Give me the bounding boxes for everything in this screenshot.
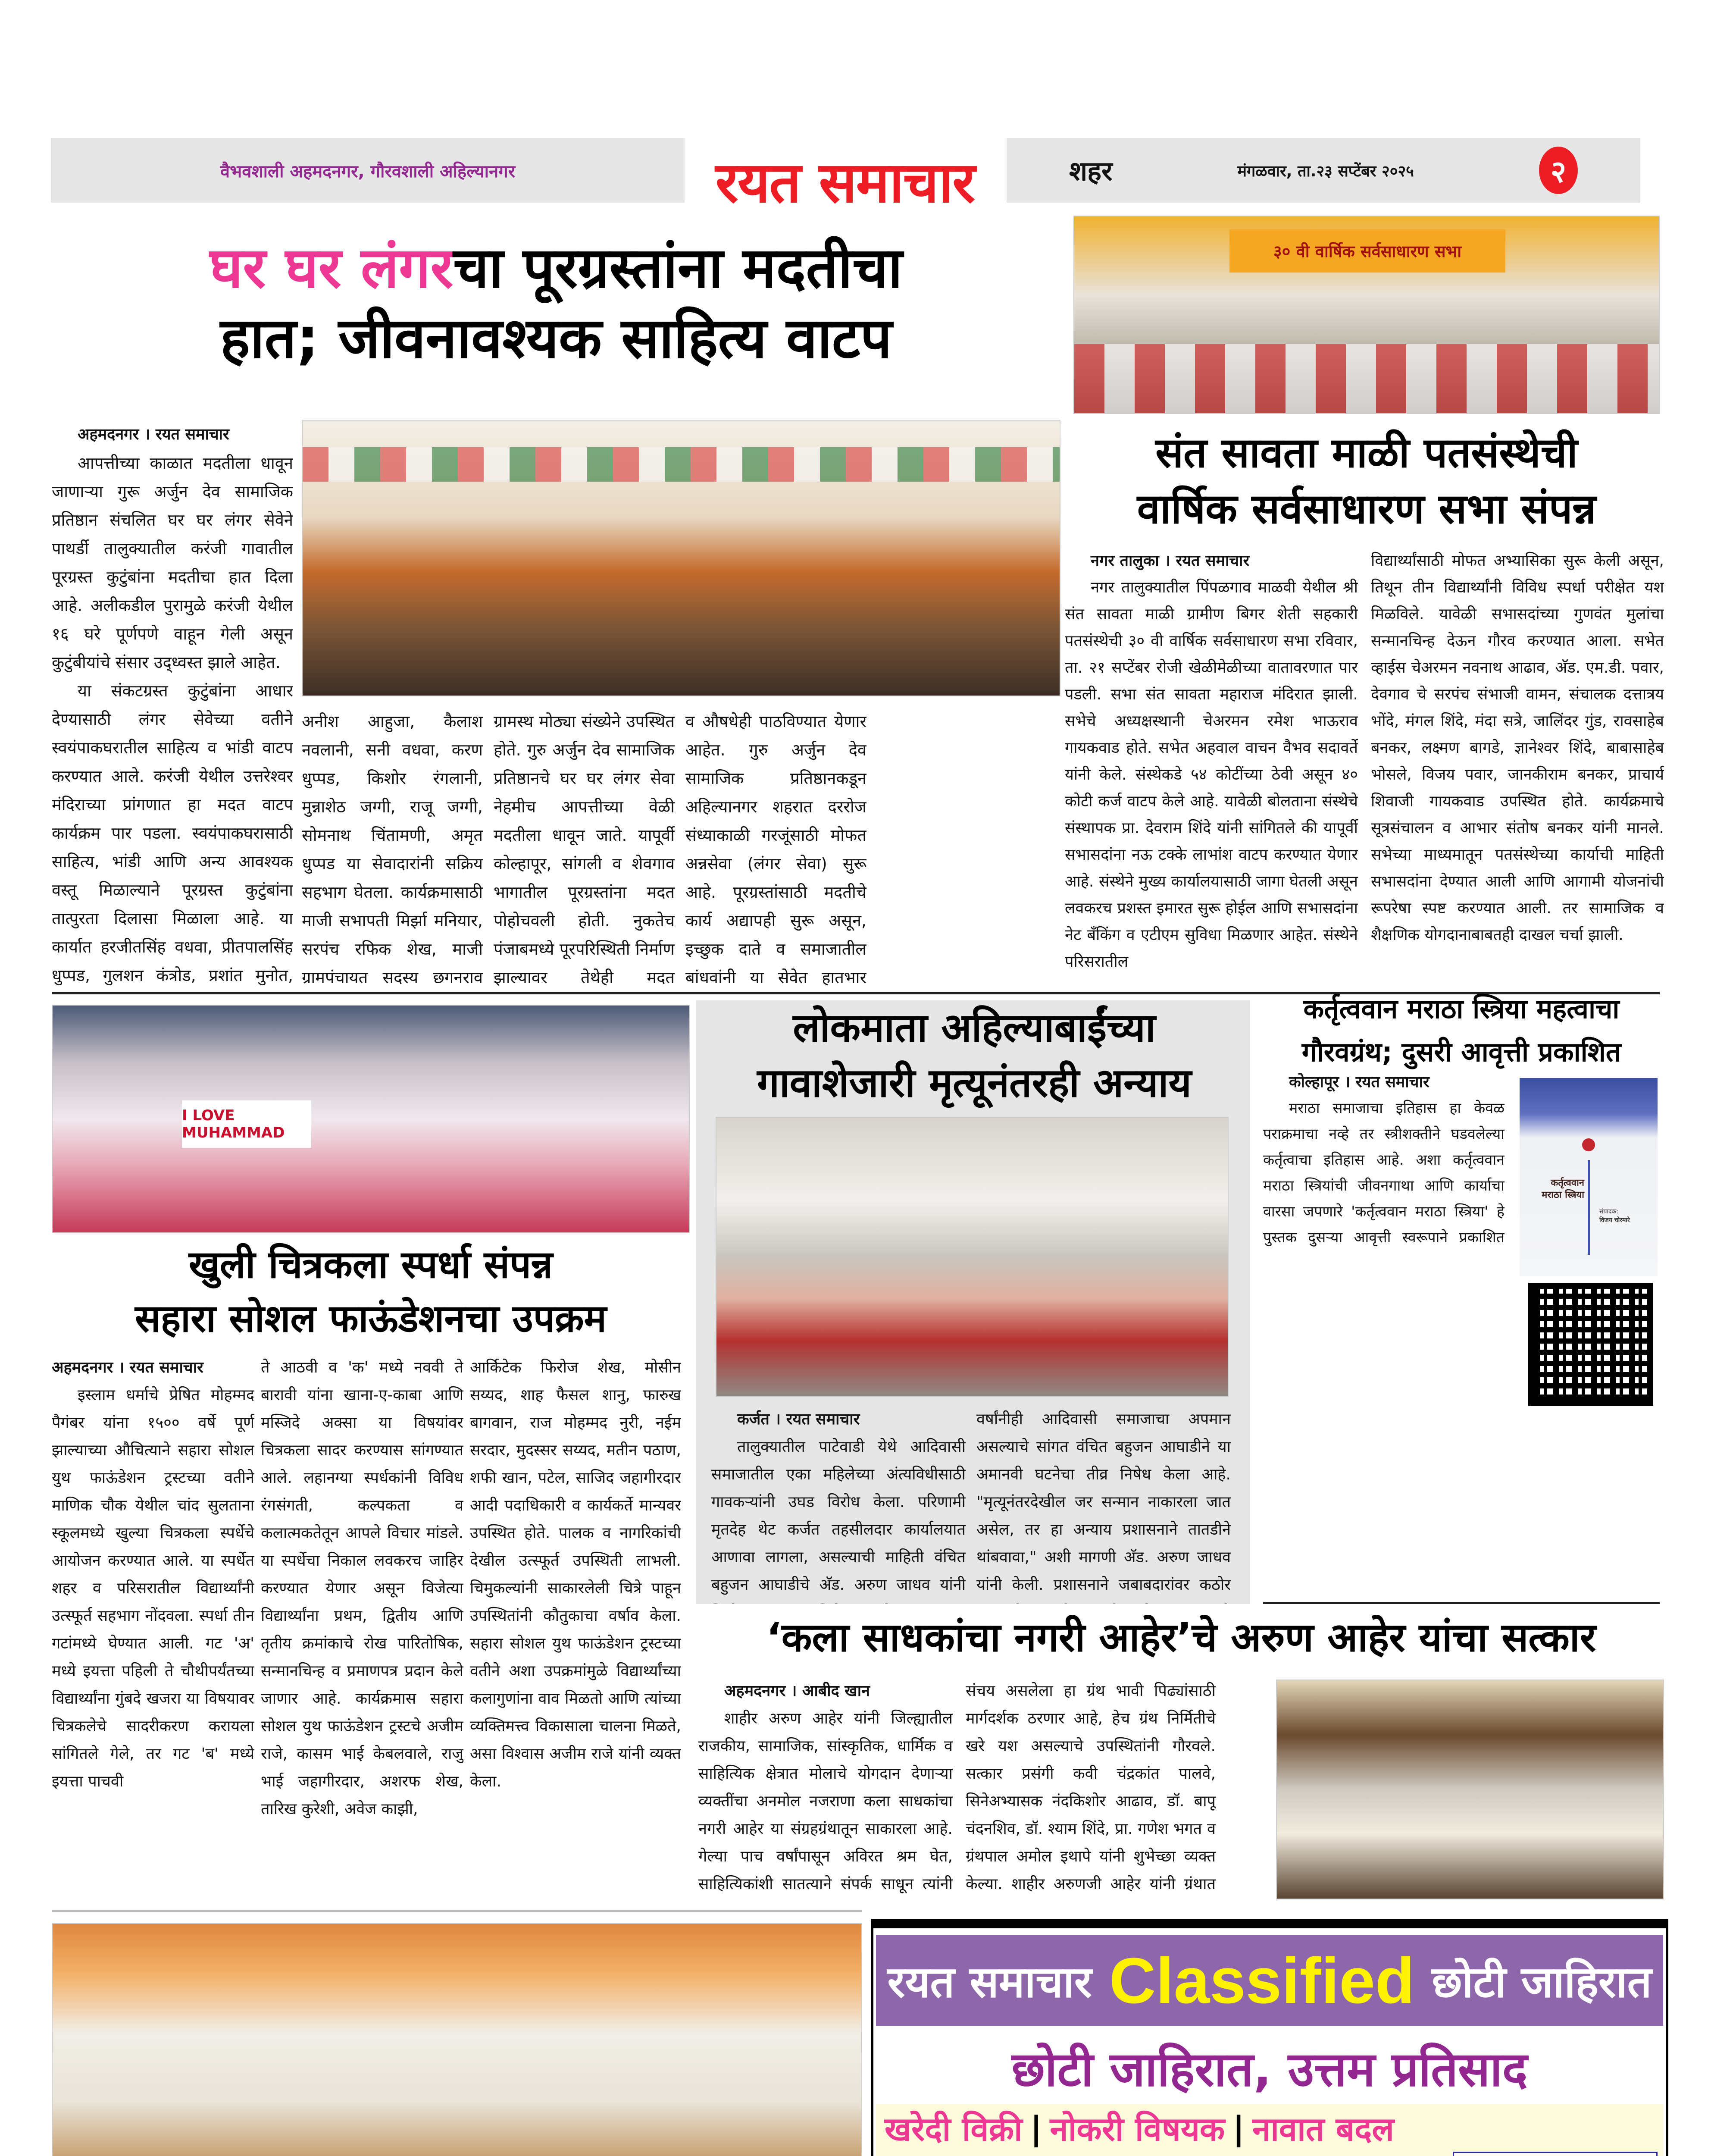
sant-savta-column-2 [1371, 548, 1664, 983]
drawing-dateline: अहमदनगर । रयत समाचार [52, 1359, 203, 1376]
sant-savta-dateline: नगर तालुका । रयत समाचार [1091, 552, 1250, 570]
sant-savta-paragraph: विद्यार्थ्यांसाठी मोफत अभ्यासिका सुरू केली असून, तिथून तीन विद्यार्थ्यांनी विविध स्पर्धा परीक्षेत यश मिळविले. यावेळी सभासदांच्या गुणवंत मुलांचा सन्मानचिन्ह देऊन गौरव करण्यात आला. सभेत व्हाईस चेअरमन नवनाथ आढाव, अ‍ॅड. एम.डी. पवार, देवगाव चे सरपंच संभाजी वामन, संचालक दत्तात्रय भोंदे, मंगल शिंदे, मंदा सत्रे, जालिंदर गुंड, रावसाहेब बनकर, लक्ष्मण बागडे, ज्ञानेश्वर शिंदे, बाबासाहेब भोसले, विजय पवार, जानकीराम बनकर, प्राचार्य शिवाजी गायकवाड उपस्थित होते. कार्यक्रमाचे सूत्रसंचालन व आभार संतोष बनकर यांनी मानले. सभेच्या माध्यमातून पतसंस्थेच्या कार्याची माहिती सभासदांना देण्यात आली आणि आगामी योजनांची रूपरेषा स्पष्ट करण्यात आली. तर सामाजिक व शैक्षणिक योगदानाबाबतही दाखल चर्चा झाली. [1371, 552, 1664, 944]
langar-column-2 [302, 707, 483, 987]
kala-sadhak-column-2 [966, 1677, 1216, 1902]
stage-tablecloth [1074, 344, 1659, 413]
book-column-top [1263, 1069, 1505, 1250]
book-headline-line2: गौरवग्रंथ; दुसरी आवृत्ती प्रकाशित [1301, 1036, 1621, 1068]
book-headline-line1: कर्तृत्ववान मराठा स्त्रिया महत्वाचा [1303, 993, 1620, 1025]
langar-headline [52, 233, 1060, 373]
cover-editor-label: संपादक: [1599, 1208, 1618, 1215]
ahilya-headline-line2: गावाशेजारी मृत्यूनंतरही अन्याय [757, 1060, 1192, 1106]
kala-sadhak-felicitation-photo [1276, 1680, 1664, 1899]
page-number-badge: २ [1539, 147, 1578, 194]
qr-code[interactable] [1528, 1283, 1653, 1406]
langar-group-photo [302, 420, 1060, 696]
drawing-column-3 [470, 1354, 681, 1889]
book-paragraph: मराठा समाजाचा इतिहास हा केवळ पराक्रमाचा नव्हे तर स्त्रीशक्तीने घडवलेल्या कर्तृत्वाचा इतिहास आहे. अशा कर्तृत्ववान मराठा स्त्रियांची जीवनगाथा आणि कार्याचा वारसा जपणारे 'कर्तृत्ववान मराठा स्त्रिया' हे पुस्तक दुसऱ्या आवृत्ती स्वरूपाने प्रकाशित [1263, 1100, 1505, 1246]
classified-banner-english: Classified [1109, 1944, 1415, 2017]
drawing-column-1 [52, 1354, 254, 1889]
ahilya-paragraph: वर्षांनीही आदिवासी समाजाचा अपमान असल्याचे सांगत वंचित बहुजन आघाडीने या अमानवी घटनेचा तीव्र निषेध केला आहे. "मृत्यूनंतरदेखील जर सन्मान नाकारला जात असेल, तर हा अन्याय प्रशासनाने तातडीने थांबवावा," अशी मागणी अ‍ॅड. अरुण जाधव यांनी केली. प्रशासनाने जबाबदारांवर कठोर [976, 1410, 1231, 1594]
sant-savta-meeting-photo [1073, 216, 1660, 414]
newspaper-logo: रयत समाचार [715, 150, 975, 215]
drawing-headline-line1: खुली चित्रकला स्पर्धा संपन्न [188, 1242, 553, 1287]
kala-sadhak-dateline: अहमदनगर । आबीद खान [724, 1682, 870, 1700]
photo-banner [303, 447, 1060, 482]
drawing-column-2 [261, 1354, 463, 1889]
classified-banner-left: रयत समाचार [887, 1957, 1092, 2007]
ahilya-headline [698, 1000, 1250, 1111]
drawing-headline-line2: सहारा सोशल फाऊंडेशनचा उपक्रम [135, 1296, 607, 1341]
meeting-banner: ३० वी वार्षिक सर्वसाधारण सभा [1229, 229, 1505, 273]
book-column-middle [1263, 1250, 1505, 1414]
langar-column-4 [685, 707, 866, 987]
category-separator: | [1030, 2109, 1042, 2147]
ahilya-headline-line1: लोकमाता अहिल्याबाईंच्या [793, 1005, 1156, 1051]
category-birthday[interactable] [1097, 2153, 1208, 2156]
langar-dateline: अहमदनगर । रयत समाचार [78, 426, 229, 443]
book-cover-title [1528, 1177, 1584, 1201]
classified-subtitle: छोटी जाहिरात, उत्तम प्रतिसाद [1011, 2042, 1528, 2097]
cover-title-line2: मराठा स्त्रिया [1542, 1190, 1584, 1200]
category-buy-sell[interactable]: खरेदी विक्री [885, 2109, 1023, 2148]
cover-title-line1: कर्तृत्ववान [1551, 1178, 1584, 1188]
classified-categories [876, 2104, 1663, 2156]
section-name: शहर [1069, 155, 1113, 187]
sant-savta-headline-line1: संत सावता माळी पतसंस्थेची [1155, 429, 1578, 477]
charmakar-award-photo [52, 1923, 862, 2156]
kala-sadhak-paragraph: संचय असलेला हा ग्रंथ भावी पिढ्यांसाठी मार्गदर्शक ठरणार आहे, हेच ग्रंथ निर्मितीचे खरे यश असल्याचे उपस्थितांनी गौरवले. सत्कार प्रसंगी कवी चंद्रकांत पालवे, सिनेअभ्यासक नंदकिशोर आढाव, डॉ. बापू चंदनशिव, डॉ. श्याम शिंदे, प्रा. गणेश भगत व ग्रंथपाल अमोल इथापे यांनी शुभेच्छा व्यक्त केल्या. शाहीर अरुणजी आहेर यांनी ग्रंथात [966, 1682, 1216, 1893]
kala-sadhak-headline: ‘कला साधकांचा नगरी आहेर’चे अरुण आहेर यांचा सत्कार [766, 1614, 1596, 1661]
category-separator: | [1232, 2109, 1245, 2147]
langar-column-3 [494, 707, 675, 987]
langar-headline-highlight: घर घर लंगर [210, 235, 454, 301]
sant-savta-paragraph: नगर तालुक्यातील पिंपळगाव माळवी येथील श्री संत सावता माळी ग्रामीण बिगर शेती सहकारी पतसंस्थेची ३० वी वार्षिक सर्वसाधारण सभा रविवार, ता. २१ सप्टेंबर रोजी खेळीमेळीच्या वातावरणात पार पडली. सभा संत सावता महाराज मंदिरात झाली. सभेचे अध्यक्षस्थानी चेअरमन रमेश भाऊराव गायकवाड होते. सभेत अहवाल वाचन वैभव सदावर्ते यांनी केले. संस्थेकडे ५४ कोटींच्या ठेवी असून ४० कोटी कर्ज वाटप केले आहे. यावेळी बोलताना संस्थेचे संस्थापक प्रा. देवराम शिंदे यांनी सांगितले की यापूर्वी सभासदांना नऊ टक्के लाभांश वाटप करण्यात येणार आहे. संस्थेने मुख्य कार्यालयासाठी जागा घेतली असून लवकरच प्रशस्त इमारत सुरू होईल आणि सभासदांना नेट बँकिंग व एटीएम सुविधा मिळणार आहेत. संस्थेने परिसरातील [1065, 579, 1358, 971]
bindi-icon [1582, 1138, 1595, 1151]
ahilya-dateline: कर्जत । रयत समाचार [737, 1410, 860, 1428]
love-muhammad-sign: I LOVE MUHAMMAD [182, 1100, 311, 1148]
langar-paragraph: ग्रामस्थ मोठ्या संख्येने उपस्थित होते. गुरु अर्जुन देव सामाजिक प्रतिष्ठानचे घर घर लंगर सेवा नेहमीच आपत्तीच्या वेळी मदतीला धावून जाते. यापूर्वी कोल्हापूर, सांगली व शेवगाव भागातील पूरग्रस्तांना मदत पोहोचवली होती. नुकतेच पंजाबमध्ये पूरपरिस्थिती निर्माण झाल्यावर तेथेही मदत [494, 712, 675, 987]
drawing-competition-photo [52, 1005, 690, 1233]
category-jobs[interactable]: नोकरी विषयक [1050, 2109, 1225, 2148]
kala-sadhak-column-1 [698, 1677, 953, 1902]
issue-date: मंगळवार, ता.२३ सप्टेंबर २०२५ [1237, 162, 1414, 180]
book-headline [1263, 987, 1660, 1074]
cover-editor-name: विजय चोरमारे [1599, 1217, 1630, 1224]
langar-paragraph: अनीश आहुजा, कैलाश नवलानी, सनी वधवा, करण धुप्पड, किशोर रंगलानी, मुन्नाशेठ जग्गी, राजू जग्गी, सोमनाथ चिंतामणी, अमृत धुप्पड या सेवादारांनी सक्रिय सहभाग घेतला. कार्यक्रमासाठी माजी सभापती मिर्झा मनियार, सरपंच रफिक शेख, माजी ग्रामपंचायत सदस्य छगनराव [302, 712, 483, 987]
langar-headline-line2: हात; जीवनावश्यक साहित्य वाटप [220, 305, 892, 371]
hotel-rent-ad [1453, 2152, 1658, 2156]
category-marriage[interactable] [1236, 2153, 1408, 2156]
category-health[interactable] [885, 2153, 1070, 2156]
kala-sadhak-paragraph: शाहीर अरुण आहेर यांनी जिल्ह्यातील राजकीय, सामाजिक, सांस्कृतिक, धार्मिक व साहित्यिक क्षेत्रात मोलाचे योगदान देणाऱ्या व्यक्तींचा अनमोल नजराणा कला साधकांचा नगरी आहेर या संग्रहग्रंथातून साकारला आहे. गेल्या पाच वर्षांपासून अविरत श्रम घेत, साहित्यिकांशी सातत्याने संपर्क साधून त्यांनी [698, 1710, 953, 1893]
masthead-tagline-box [51, 138, 685, 203]
ahilya-protest-photo [716, 1117, 1229, 1397]
ahilya-paragraph: तालुक्यातील पाटेवाडी येथे आदिवासी समाजातील एका महिलेच्या अंत्यविधीसाठी गावकऱ्यांनी उघड विरोध केला. परिणामी मृतदेह थेट कर्जत तहसीलदार कार्यालयात आणावा लागला, असल्याची माहिती वंचित बहुजन आघाडीचे अ‍ॅड. अरुण जाधव यांनी [711, 1438, 966, 1594]
langar-headline-line1: चा पूरग्रस्तांना मदतीचा [453, 235, 903, 301]
book-cover-editor [1599, 1207, 1630, 1225]
section-divider [52, 1910, 862, 1912]
sant-savta-column-1 [1065, 548, 1358, 983]
classified-banner [876, 1935, 1663, 2026]
sant-savta-headline [1065, 425, 1668, 537]
langar-paragraph: आपत्तीच्या काळात मदतीला धावून जाणाऱ्या गुरू अर्जुन देव सामाजिक प्रतिष्ठान संचलित घर घर लंगर सेवेने पाथर्डी तालुक्यातील करंजी गावातील पूरग्रस्त कुटुंबांना मदतीचा हात दिला आहे. अलीकडील पुरामुळे करंजी येथील १६ घरे पूर्णपणे वाहून गेली असून कुटुंबीयांचे संसार उद्ध्वस्त झाले आहेत. [52, 454, 293, 672]
masthead-tagline: वैभवशाली अहमदनगर, गौरवशाली अहिल्यानगर [220, 161, 516, 182]
book-dateline: कोल्हापूर । रयत समाचार [1289, 1073, 1429, 1091]
drawing-paragraph: ते आठवी व 'क' मध्ये नववी ते बारावी यांना खाना-ए-काबा आणि मस्जिदे अक्सा या विषयांवर चित्रकला सादर करण्यास सांगण्यात आले. लहानग्या स्पर्धकांनी विविध रंगसंगती, कल्पकता व कलात्मकतेतून आपले विचार मांडले. या स्पर्धेचा निकाल लवकरच जाहिर करण्यात येणार असून विजेत्या विद्यार्थ्यांना प्रथम, द्वितीय आणि तृतीय क्रमांकाचे रोख पारितोषिक, सन्मानचिन्ह व प्रमाणपत्र प्रदान केले जाणार आहे. कार्यक्रमास सहारा सोशल युथ फाऊंडेशन ट्रस्टचे अजीम राजे, कासम भाई केबलवाले, राजु भाई जहागीरदार, अशरफ शेख, तारिख कुरेशी, अवेज काझी, [261, 1359, 463, 1818]
category-name-change[interactable]: नावात बदल [1252, 2109, 1394, 2148]
drawing-paragraph: आर्किटेक फिरोज शेख, मोसीन सय्यद, शाह फैसल शानु, फारुख बागवान, राज मोहम्मद नुरी, नईम सरदार, मुदस्सर सय्यद, मतीन पठाण, शफी खान, पटेल, साजिद जहागीरदार आदी पदाधिकारी व कार्यकर्ते मान्यवर उपस्थित होते. पालक व नागरिकांची देखील उत्स्फूर्त उपस्थिती लाभली. चिमुकल्यांनी साकारलेली चित्रे पाहून उपस्थितांनी कौतुकाचा वर्षाव केला. सहारा सोशल युथ फाऊंडेशन ट्रस्टच्या वतीने अशा उपक्रमांमुळे विद्यार्थ्यांच्या कलागुणांना वाव मिळतो आणि त्यांच्या व्यक्तिमत्त्व विकासाला चालना मिळते, असा विश्वास अजीम राजे यांनी व्यक्त केला. [470, 1359, 681, 1790]
langar-paragraph: व औषधेही पाठविण्यात येणार आहेत. गुरु अर्जुन देव सामाजिक प्रतिष्ठानकडून अहिल्यानगर शहरात दररोज संध्याकाळी गरजूंसाठी मोफत अन्नसेवा (लंगर सेवा) सुरू आहे. पूरग्रस्तांसाठी मदतीचे कार्य अद्यापही सुरू असून, इच्छुक दाते व समाजातील बांधवांनी या सेवेत हातभार [685, 712, 866, 987]
masthead-info-box [1007, 138, 1640, 203]
classified-banner-right: छोटी जाहिरात [1432, 1957, 1652, 2007]
sword-icon [1588, 1160, 1590, 1255]
drawing-headline [52, 1238, 690, 1345]
section-divider [1263, 1602, 1660, 1604]
ahilya-column-2 [976, 1406, 1231, 1604]
langar-paragraph: या संकटग्रस्त कुटुंबांना आधार देण्यासाठी लंगर सेवेच्या वतीने स्वयंपाकघरातील साहित्य व भांडी वाटप करण्यात आले. करंजी येथील उत्तरेश्वर मंदिराच्या प्रांगणात हा मदत वाटप कार्यक्रम पार पडला. स्वयंपाकघरासाठी साहित्य, भांडी आणि अन्य आवश्यक वस्तू मिळाल्याने पूरग्रस्त कुटुंबांना तात्पुरता दिलासा मिळाला आहे. या कार्यात हरजीतसिंह वधवा, प्रीतपालसिंह धुप्पड, गुलशन कंत्रोड, प्रशांत मुनोत, [52, 681, 293, 985]
ahilya-column-1 [711, 1406, 966, 1604]
sant-savta-headline-line2: वार्षिक सर्वसाधारण सभा संपन्न [1137, 485, 1596, 533]
langar-column-1 [52, 420, 293, 985]
drawing-paragraph: इस्लाम धर्माचे प्रेषित मोहम्मद पैगंबर यांना १५०० वर्षे पूर्ण झाल्याच्या औचित्याने सहारा सोशल युथ फाऊंडेशन ट्रस्टच्या वतीने माणिक चौक येथील चांद सुलताना स्कूलमध्ये खुल्या चित्रकला स्पर्धेचे आयोजन करण्यात आले. या स्पर्धेत शहर व परिसरातील विद्यार्थ्यांनी उत्स्फूर्त सहभाग नोंदवला. स्पर्धा तीन गटांमध्ये घेण्यात आली. गट 'अ' मध्ये इयत्ता पहिली ते चौथीपर्यंतच्या विद्यार्थ्यांना गुंबदे खजरा या विषयावर चित्रकलेचे सादरीकरण करायला सांगितले गेले, तर गट 'ब' मध्ये इयत्ता पाचवी [52, 1386, 254, 1790]
book-cover-image [1520, 1078, 1658, 1276]
